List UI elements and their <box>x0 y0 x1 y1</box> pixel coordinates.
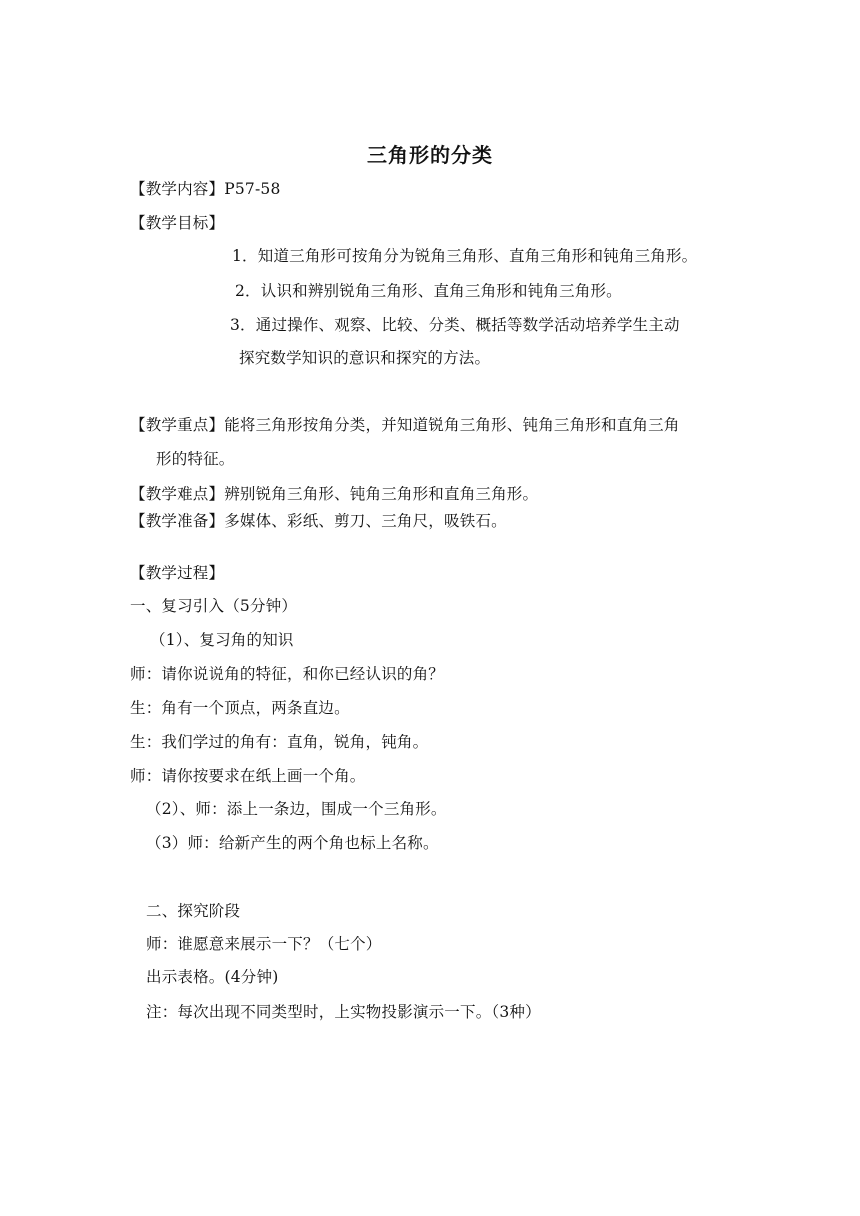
section-2-line: 师：谁愿意来展示一下？（七个） <box>146 935 382 953</box>
section-1-line: 师：请你按要求在纸上画一个角。 <box>130 767 366 785</box>
section-2-line: 注：每次出现不同类型时，上实物投影演示一下。（3种） <box>146 1003 541 1021</box>
objective-item-2: 2．认识和辨别锐角三角形、直角三角形和钝角三角形。 <box>235 282 622 300</box>
objective-item-1: 1．知道三角形可按角分为锐角三角形、直角三角形和钝角三角形。 <box>232 247 698 265</box>
section-1-line: 师：请你说说角的特征，和你已经认识的角？ <box>130 665 445 683</box>
section-1-heading: 一、复习引入（5分钟） <box>130 597 298 615</box>
section-1-line: 生：我们学过的角有：直角，锐角，钝角。 <box>130 733 429 751</box>
section-2-heading: 二、探究阶段 <box>146 902 241 920</box>
section-2-line: 出示表格。(4分钟) <box>146 968 279 986</box>
section-1-line: （2）、师：添上一条边，围成一个三角形。 <box>146 800 447 818</box>
key-point-line-2: 形的特征。 <box>156 450 235 468</box>
document-title: 三角形的分类 <box>367 143 493 167</box>
teaching-difficulty: 【教学难点】辨别锐角三角形、钝角三角形和直角三角形。 <box>130 485 539 503</box>
objectives-heading: 【教学目标】 <box>130 214 225 232</box>
key-point-line-1: 【教学重点】能将三角形按角分类，并知道锐角三角形、钝角三角形和直角三角 <box>130 416 680 434</box>
process-heading: 【教学过程】 <box>130 564 225 582</box>
teaching-preparation: 【教学准备】多媒体、彩纸、剪刀、三角尺，吸铁石。 <box>130 512 507 530</box>
section-1-line: （1）、复习角的知识 <box>150 631 294 649</box>
section-1-line: 生：角有一个顶点，两条直边。 <box>130 699 350 717</box>
objective-item-3-continued: 探究数学知识的意识和探究的方法。 <box>239 349 491 367</box>
teaching-content: 【教学内容】P57-58 <box>130 180 281 198</box>
section-1-line: （3）师：给新产生的两个角也标上名称。 <box>146 834 439 852</box>
objective-item-3: 3．通过操作、观察、比较、分类、概括等数学活动培养学生主动 <box>230 316 680 334</box>
